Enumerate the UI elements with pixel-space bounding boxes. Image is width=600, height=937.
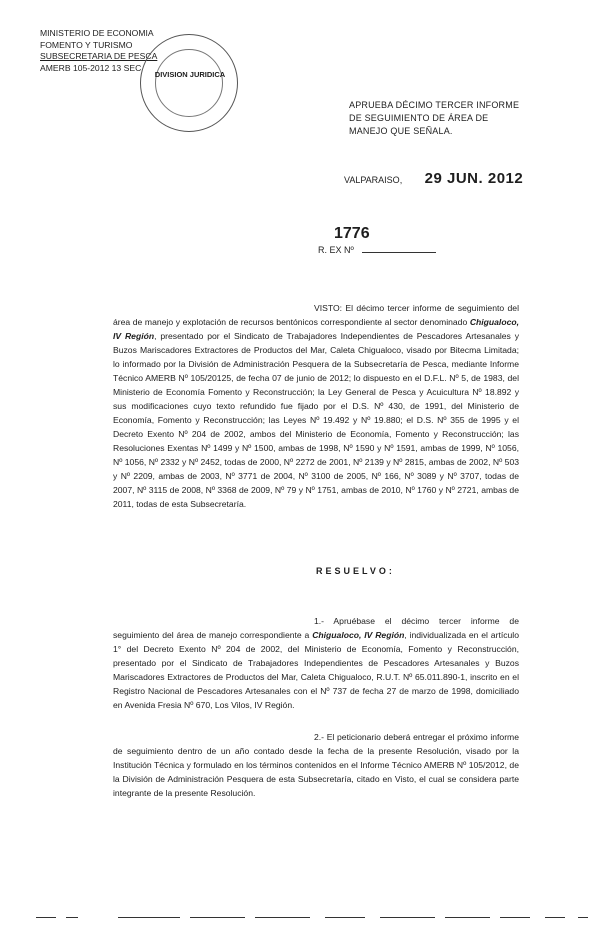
footer-rule <box>380 917 435 919</box>
footer-rule <box>578 917 588 919</box>
rex-number: 1776 <box>334 225 370 242</box>
resuelvo-heading: RESUELVO: <box>316 566 395 576</box>
resolution-1-text-2: , individualizada en el artículo 1° del Decreto Exento Nº 204 de 2002, del Ministerio de Economía, Fomento y Reconstrucción, presentado por el Sindicato de Trabajadores Independientes de Pescadores Artesanales y Buzos Mariscadores Extractores de Productos del Mar, Caleta Chigualoco, R.U.T. Nº 65.011.890-1, inscrito en el Registro Nacional de Pescadores Artesanales con el Nº 737 de fecha 27 de marzo de 1998, domiciliado en Avenida Fresia Nº 670, Los Vilos, IV Región. <box>113 630 519 710</box>
rex-underline <box>362 252 436 253</box>
visto-sector: Chigualoco, IV Región <box>113 317 519 341</box>
visto-lead: VISTO: <box>314 303 343 313</box>
seal-inner-ring <box>155 49 223 117</box>
footer-rule <box>325 917 365 919</box>
ministry-line-2: FOMENTO Y TURISMO <box>40 39 133 50</box>
visto-text: El décimo tercer informe de seguimiento del área de manejo y explotación de recursos bentónicos correspondiente al sector denominado <box>113 303 519 327</box>
resolution-2: 2.- El peticionario deberá entregar el próximo informe de seguimiento dentro de un año contado desde la fecha de la presente Resolución, visado por la Institución Técnica y formulado en los términos contenidos en el Informe Técnico AMERB Nº 105/2012, de la División de Administración Pesquera de esta Subsecretaría, citado en Visto, el cual se considera parte integrante de la presente Resolución. <box>113 732 519 798</box>
visto-text-2: , presentado por el Sindicato de Trabajadores Independientes de Pescadores Artesanales y Buzos Mariscadores Extractores de Productos del Mar, Caleta Chigualoco, visado por Bitecma Limitada; lo informado por la División de Administración Pesquera de la Subsecretaría de Pesca, mediante Informe Técnico AMERB Nº 105/20125, de fecha 07 de junio de 2012; lo dispuesto en el D.F.L. Nº 5, de 1983, del Ministerio de Economía Fomento y Reconstrucción; la Ley General de Pesca y Acuicultura Nº 18.892 y sus modificaciones cuyo texto refundido fue fijado por el D.S. Nº 430, de 1991, del Ministerio de Economía, Fomento y Reconstrucción; las Leyes Nº 19.492 y Nº 19.880; el D.S. Nº 355 de 1995 y el Decreto Exento Nº 204 de 2002, ambos del Ministerio de Economía, Fomento y Reconstrucción; las Resoluciones Exentas Nº 1499 y Nº 1500, ambas de 1998, Nº 1590 y Nº 1591, ambas de 1999, Nº 1056, Nº 1056, Nº 2332 y Nº 2452, todas de 2000, Nº 2272 de 2001, Nº 2139 y Nº 2815, ambas de 2002, Nº 503 y Nº 2209, ambas de 2003, Nº 3771 de 2004, Nº 3100 de 2005, Nº 166, Nº 3089 y Nº 3707, todas de 2007, Nº 3115 de 2008, Nº 3368 de 2009, Nº 79 y Nº 1751, ambas de 2010, Nº 1760 y Nº 2721, ambas de 2011, todas de esta Subsecretaría. <box>113 331 519 509</box>
division-juridica-seal <box>140 34 238 132</box>
resolution-1 <box>113 614 519 712</box>
footer-rule <box>190 917 245 919</box>
reference-line: AMERB 105-2012 13 SEC <box>40 62 142 73</box>
footer-rule <box>500 917 530 919</box>
place-date <box>344 170 523 188</box>
footer-rule <box>545 917 565 919</box>
visto-paragraph <box>113 301 519 511</box>
document-title: APRUEBA DÉCIMO TERCER INFORME DE SEGUIMIENTO DE ÁREA DE MANEJO QUE SEÑALA. <box>349 100 520 136</box>
rex-label: R. EX Nº <box>318 245 354 255</box>
letterhead <box>40 28 157 74</box>
footer-rule <box>255 917 310 919</box>
footer-rule <box>118 917 180 919</box>
footer-rule <box>445 917 490 919</box>
resolution-1-sector: Chigualoco, IV Región <box>312 630 405 640</box>
resolution-number <box>318 225 436 258</box>
place: VALPARAISO, <box>344 175 403 185</box>
resolution-1-text: 1.- Apruébase el décimo tercer informe de seguimiento del área de manejo correspondiente a <box>113 616 519 640</box>
footer-rule <box>36 917 56 919</box>
date-stamp: 29 JUN. 2012 <box>424 170 524 187</box>
subsecretaria-line: SUBSECRETARIA DE PESCA <box>40 51 158 62</box>
ministry-line: MINISTERIO DE ECONOMIA <box>40 28 154 38</box>
seal-text: DIVISION JURIDICA <box>154 70 226 79</box>
footer-rule <box>66 917 78 919</box>
